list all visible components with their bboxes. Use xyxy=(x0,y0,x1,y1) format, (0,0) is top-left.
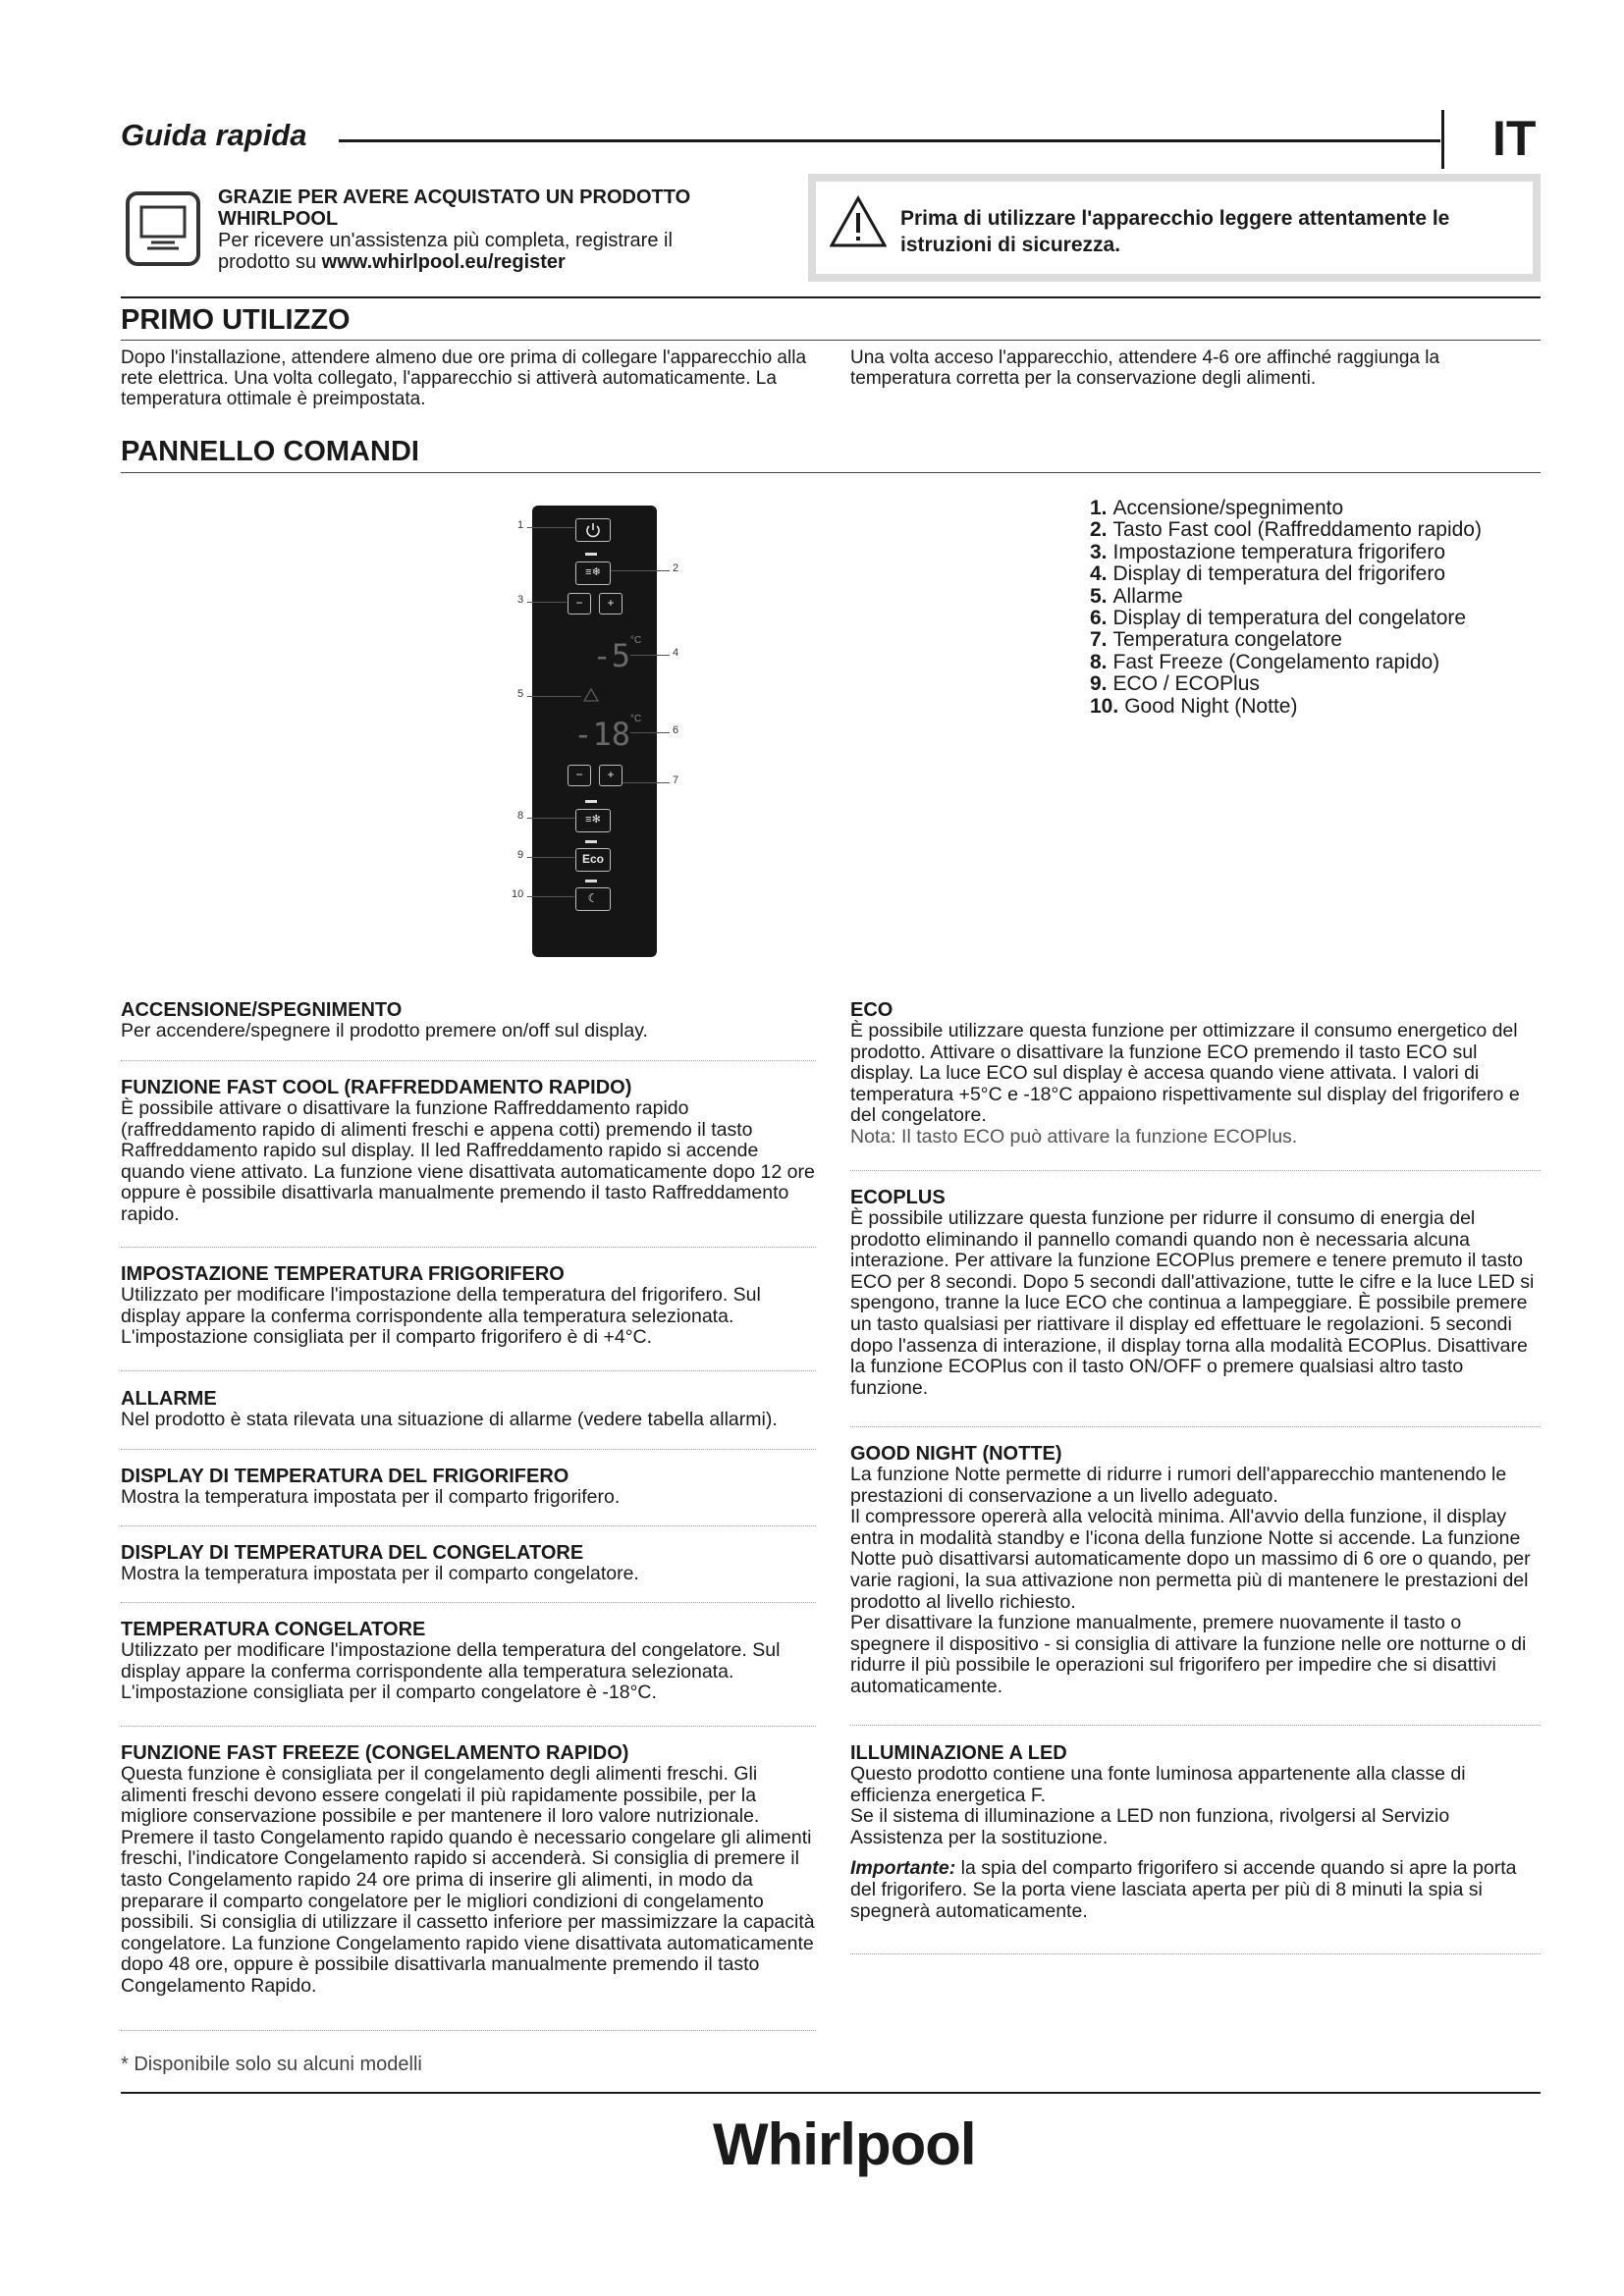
legend-item: 8. Fast Freeze (Congelamento rapido) xyxy=(1090,650,1440,673)
callout-line xyxy=(527,527,574,528)
function-text: Questa funzione è consigliata per il congelamento degli alimenti freschi. Gli alimenti freschi devono essere congelati il più rapidamente possibile, per la migliore conservazione possibile e per mantenere il loro valore nutrizionale. Premere il tasto Congelamento rapido quando è necessario congelare gli alimenti freschi, l'indicatore Congelamento rapido si accenderà. Si consiglia di premere il tasto Congelamento rapido 24 ore prima di inserire gli alimenti, in modo da preparare il comparto congelatore per le migliori condizioni di congelamento possibili. Si consiglia di utilizzare il cassetto inferiore per massimizzare la capacità congelatore. La funzione Congelamento rapido viene disattivata automaticamente dopo 48 ore, oppure è possibile disattivarla manualmente premendo il tasto Congelamento Rapido. xyxy=(121,1763,815,1997)
separator xyxy=(121,1449,816,1450)
function-text: È possibile utilizzare questa funzione per ridurre il consumo di energia del prodotto eliminando il pannello comandi quando non è necessaria alcuna interazione. Per attivare la funzione ECOPlus premere e tenere premuto il tasto ECO per 8 secondi. Dopo 5 secondi dall'attivazione, tutte le cifre e la luce LED si spengono, tranne la luce ECO che continua a lampeggiare. È possibile premere un tasto qualsiasi per riattivare il display ed effettuare le regolazioni. 5 secondi dopo l'assenza di interazione, il display torna alla modalità ECOPlus. Disattivare la funzione ECOPlus con il tasto ON/OFF o premere qualsiasi altro tasto funzione. xyxy=(850,1207,1535,1399)
eco-led xyxy=(585,840,597,843)
legend-item: 10. Good Night (Notte) xyxy=(1090,694,1298,718)
function-on-off xyxy=(121,999,816,1042)
power-button[interactable] xyxy=(575,518,611,542)
callout-line xyxy=(611,570,670,571)
function-title: DISPLAY DI TEMPERATURA DEL CONGELATORE xyxy=(121,1542,584,1564)
footer-rule xyxy=(121,2092,1541,2094)
header-divider xyxy=(1441,110,1444,169)
freezer-plus-button[interactable]: + xyxy=(599,765,623,786)
function-freezer-temp xyxy=(121,1619,816,1704)
function-text: Se il sistema di illuminazione a LED non funziona, rivolgersi al Servizio Assistenza per la sostituzione. xyxy=(850,1805,1450,1848)
legend-item: 6. Display di temperatura del congelatore xyxy=(1090,607,1467,630)
control-panel-title: PANNELLO COMANDI xyxy=(121,436,419,467)
section-rule xyxy=(121,296,1541,298)
function-title: ILLUMINAZIONE A LED xyxy=(850,1742,1067,1764)
function-title: TEMPERATURA CONGELATORE xyxy=(121,1619,426,1640)
function-text: Il compressore opererà alla velocità minima. All'avvio della funzione, il display entra in modalità standby e l'icona della funzione Notte si accende. La funzione Notte può disattivarsi automaticamente dopo un massimo di 6 ore o quando, per varie ragioni, la sua attivazione non permetta più di mantenere le prestazioni del prodotto al livello richiesto. xyxy=(850,1506,1531,1613)
function-title: ECO xyxy=(850,999,893,1021)
legend-item: 9. ECO / ECOPlus xyxy=(1090,672,1260,696)
callout-9: 9 xyxy=(517,849,524,861)
section-underline xyxy=(121,340,1541,341)
callout-7: 7 xyxy=(673,774,679,786)
function-text: Per disattivare la funzione manualmente, premere nuovamente il tasto o spegnere il dispositivo - si consiglia di attivare la funzione nelle ore notturne o di ridurre il più possibile le operazioni sul frigorifero per impedire che si disattivi automaticamente. xyxy=(850,1612,1527,1697)
function-text: Utilizzato per modificare l'impostazione della temperatura del congelatore. Sul display appare la conferma corrispondente alla temperatura selezionata. L'impostazione consigliata per il comparto congelatore è -18°C. xyxy=(121,1639,781,1704)
function-led-lighting xyxy=(850,1742,1541,1922)
header-rule xyxy=(339,139,1440,142)
register-text: Per ricevere un'assistenza più completa, registrare il prodotto su xyxy=(218,230,673,273)
separator xyxy=(121,1247,816,1248)
callout-line xyxy=(527,818,574,819)
separator xyxy=(121,1602,816,1603)
callout-line xyxy=(623,782,670,783)
fridge-temp-display: -5 xyxy=(592,637,630,674)
fast-freeze-led xyxy=(585,800,597,803)
function-title: ACCENSIONE/SPEGNIMENTO xyxy=(121,999,403,1021)
callout-1: 1 xyxy=(517,519,524,531)
eco-button[interactable]: Eco xyxy=(575,848,611,872)
function-fridge-display xyxy=(121,1466,816,1509)
function-title: ECOPLUS xyxy=(850,1187,946,1208)
function-title: GOOD NIGHT (NOTTE) xyxy=(850,1443,1062,1465)
function-good-night xyxy=(850,1443,1541,1698)
control-panel-diagram xyxy=(532,506,657,957)
first-use-title: PRIMO UTILIZZO xyxy=(121,304,351,336)
important-note xyxy=(850,1858,1541,1922)
callout-line xyxy=(527,696,581,697)
function-fridge-temp xyxy=(121,1263,816,1349)
function-text: Utilizzato per modificare l'impostazione della temperatura del frigorifero. Sul display appare la conferma corrispondente alla temperatura selezionata. L'impostazione consigliata per il comparto frigorifero è di +4°C. xyxy=(121,1284,761,1349)
function-freezer-display xyxy=(121,1542,816,1585)
legend-item: 4. Display di temperatura del frigorifero xyxy=(1090,562,1445,586)
function-eco xyxy=(850,999,1541,1148)
fridge-minus-button[interactable]: − xyxy=(568,593,591,614)
callout-4: 4 xyxy=(673,647,679,659)
legend-item: 7. Temperatura congelatore xyxy=(1090,628,1342,652)
function-fast-freeze xyxy=(121,1742,816,1998)
separator xyxy=(121,1060,816,1061)
legend-item: 1. Accensione/spegnimento xyxy=(1090,497,1344,519)
safety-warning-text: Prima di utilizzare l'apparecchio leggere attentamente le istruzioni di sicurezza. xyxy=(900,207,1450,256)
legend-item: 3. Impostazione temperatura frigorifero xyxy=(1090,540,1446,563)
callout-line xyxy=(527,896,574,897)
separator xyxy=(121,2030,816,2031)
control-panel-legend xyxy=(1090,498,1522,718)
first-use-right-text: Una volta acceso l'apparecchio, attendere 4-6 ore affinché raggiunga la temperatura corretta per la conservazione degli alimenti. xyxy=(850,347,1440,389)
language-code: IT xyxy=(1492,111,1537,166)
freezer-temp-display: -18 xyxy=(573,716,630,753)
function-alarm xyxy=(121,1388,816,1431)
register-link[interactable]: www.whirlpool.eu/register xyxy=(321,251,566,273)
fast-cool-button[interactable]: ≡❄ xyxy=(575,561,611,585)
good-night-button[interactable]: ☾ xyxy=(575,887,611,911)
function-text: Nel prodotto è stata rilevata una situazione di allarme (vedere tabella allarmi). xyxy=(121,1409,778,1430)
function-text: È possibile utilizzare questa funzione per ottimizzare il consumo energetico del prodotto. Attivare o disattivare la funzione ECO premendo il tasto ECO sul display. La luce ECO sul display è accesa quando viene attivata. I valori di temperatura +5°C e -18°C appaiono rispettivamente sul display del frigorifero e del congelatore. xyxy=(850,1020,1520,1127)
separator xyxy=(121,1370,816,1371)
separator xyxy=(121,1525,816,1526)
function-text: È possibile attivare o disattivare la funzione Raffreddamento rapido (raffreddamento rapido di alimenti freschi e appena cotti) premendo il tasto Raffreddamento rapido sul display. Il led Raffreddamento rapido si accende quando viene attivato. La funzione viene disattivata automaticamente dopo 12 ore oppure è possibile disattivarla manualmente premendo il tasto Raffreddamento rapido. xyxy=(121,1097,815,1225)
callout-line xyxy=(630,732,670,733)
footnote: * Disponibile solo su alcuni modelli xyxy=(121,2054,422,2075)
good-night-led xyxy=(585,880,597,882)
fridge-plus-button[interactable]: + xyxy=(599,593,623,614)
important-label: Importante: xyxy=(850,1857,956,1880)
legend-item: 5. Allarme xyxy=(1090,584,1183,608)
callout-8: 8 xyxy=(517,810,524,822)
function-text: Mostra la temperatura impostata per il comparto congelatore. xyxy=(121,1563,639,1584)
separator xyxy=(121,1726,816,1727)
separator xyxy=(850,1426,1541,1427)
function-text: Per accendere/spegnere il prodotto premere on/off sul display. xyxy=(121,1020,648,1041)
important-text: la spia del comparto frigorifero si accende quando si apre la porta del frigorifero. Se la porta viene lasciata aperta per più di 8 minuti la spia si spegnerà automaticamente. xyxy=(850,1857,1517,1922)
freezer-minus-button[interactable]: − xyxy=(568,765,591,786)
alarm-icon xyxy=(583,688,599,707)
whirlpool-logo: Whirlpool xyxy=(713,2111,976,2177)
page-title: Guida rapida xyxy=(121,118,307,152)
separator xyxy=(850,1170,1541,1171)
first-use-left-text: Dopo l'installazione, attendere almeno due ore prima di collegare l'apparecchio alla rete elettrica. Una volta collegato, l'apparecchio si attiverà automaticamente. La temperatura ottimale è preimpostata. xyxy=(121,347,807,409)
callout-line xyxy=(527,602,567,603)
function-text: La funzione Notte permette di ridurre i rumori dell'apparecchio mantenendo le prestazioni di conservazione a un livello adeguato. xyxy=(850,1464,1507,1507)
freezer-unit: °C xyxy=(630,714,642,724)
function-ecoplus xyxy=(850,1187,1541,1399)
legend-item: 2. Tasto Fast cool (Raffreddamento rapido) xyxy=(1090,518,1482,542)
callout-3: 3 xyxy=(517,594,524,606)
callout-line xyxy=(630,655,670,656)
monitor-icon xyxy=(126,191,200,266)
fast-cool-led xyxy=(585,553,597,556)
function-note: Nota: Il tasto ECO può attivare la funzione ECOPlus. xyxy=(850,1125,1298,1148)
separator xyxy=(850,1725,1541,1726)
function-fast-cool xyxy=(121,1077,816,1226)
function-title: DISPLAY DI TEMPERATURA DEL FRIGORIFERO xyxy=(121,1466,569,1487)
section-underline xyxy=(121,472,1541,473)
callout-line xyxy=(527,857,574,858)
callout-10: 10 xyxy=(512,888,524,900)
callout-2: 2 xyxy=(673,562,679,574)
thanks-title: GRAZIE PER AVERE ACQUISTATO UN PRODOTTO WHIRLPOOL xyxy=(218,187,691,230)
callout-5: 5 xyxy=(517,688,524,700)
separator xyxy=(850,1953,1541,1954)
fast-freeze-button[interactable]: ≡✻ xyxy=(575,809,611,832)
function-text: Questo prodotto contiene una fonte luminosa appartenente alla classe di efficienza energetica F. xyxy=(850,1763,1466,1806)
safety-warning-box xyxy=(808,174,1541,282)
power-icon xyxy=(583,521,603,539)
function-title: FUNZIONE FAST COOL (RAFFREDDAMENTO RAPIDO) xyxy=(121,1077,632,1098)
warning-triangle-icon xyxy=(830,195,887,253)
callout-6: 6 xyxy=(673,724,679,736)
function-text: Mostra la temperatura impostata per il comparto frigorifero. xyxy=(121,1486,621,1508)
fridge-unit: °C xyxy=(630,635,642,646)
registration-intro xyxy=(218,187,729,273)
function-title: FUNZIONE FAST FREEZE (CONGELAMENTO RAPIDO) xyxy=(121,1742,629,1764)
function-title: ALLARME xyxy=(121,1388,217,1410)
function-title: IMPOSTAZIONE TEMPERATURA FRIGORIFERO xyxy=(121,1263,565,1285)
